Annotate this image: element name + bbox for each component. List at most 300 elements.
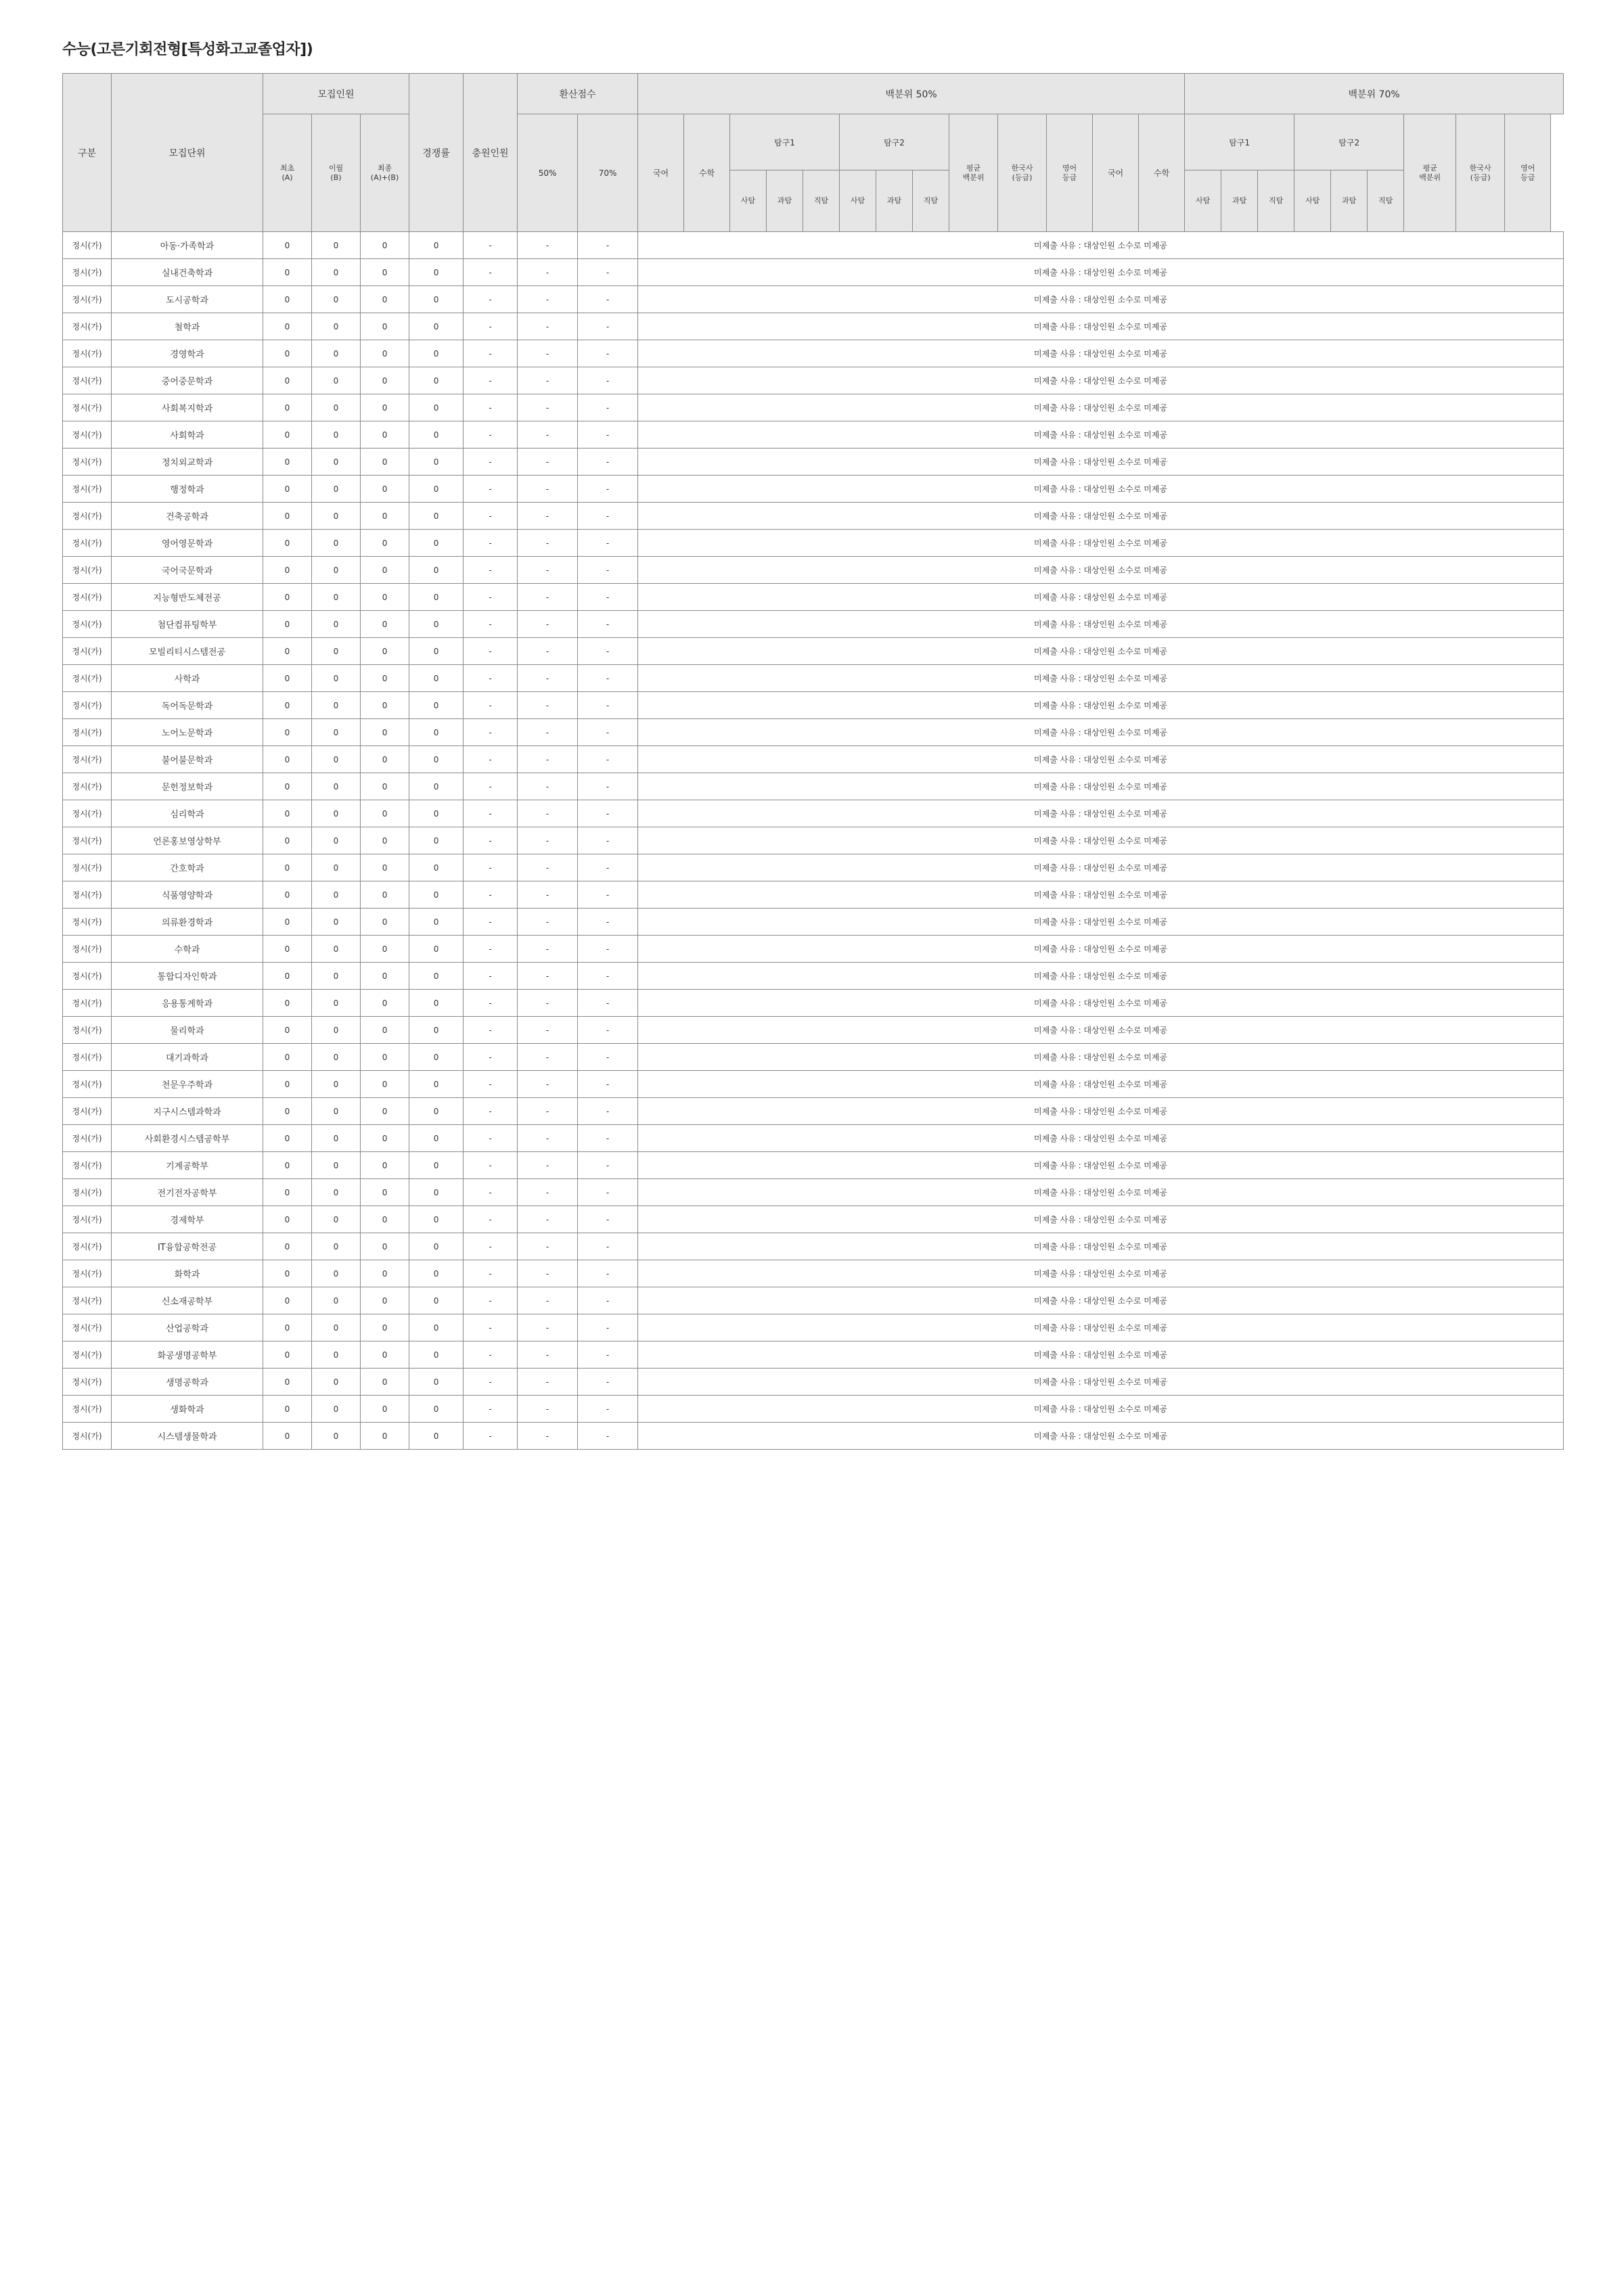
cell-conv50: -	[518, 1287, 578, 1314]
cell-competition: 0	[409, 313, 464, 340]
cell-competition: 0	[409, 232, 464, 259]
cell-conv70: -	[578, 909, 638, 936]
cell-carry: 0	[312, 638, 361, 665]
cell-initial: 0	[263, 503, 312, 530]
cell-conv50: -	[518, 963, 578, 990]
cell-competition: 0	[409, 692, 464, 719]
cell-competition: 0	[409, 476, 464, 503]
table-row	[63, 503, 1564, 530]
table-row	[63, 394, 1564, 421]
cell-unit: 경제학부	[112, 1206, 263, 1233]
cell-conv70: -	[578, 638, 638, 665]
cell-additional: -	[464, 449, 518, 476]
cell-group: 정시(가)	[63, 340, 112, 367]
cell-competition: 0	[409, 990, 464, 1017]
cell-group: 정시(가)	[63, 557, 112, 584]
cell-initial: 0	[263, 936, 312, 963]
cell-initial: 0	[263, 476, 312, 503]
cell-initial: 0	[263, 259, 312, 286]
cell-note: 미제출 사유 : 대상인원 소수로 미제공	[638, 854, 1564, 881]
cell-carry: 0	[312, 259, 361, 286]
admission-results-table	[62, 73, 1564, 1450]
cell-final: 0	[361, 1098, 409, 1125]
cell-carry: 0	[312, 719, 361, 746]
cell-unit: 실내건축학과	[112, 259, 263, 286]
cell-group: 정시(가)	[63, 1233, 112, 1260]
cell-carry: 0	[312, 1206, 361, 1233]
cell-additional: -	[464, 773, 518, 800]
cell-initial: 0	[263, 773, 312, 800]
cell-group: 정시(가)	[63, 367, 112, 394]
cell-group: 정시(가)	[63, 421, 112, 449]
cell-note: 미제출 사유 : 대상인원 소수로 미제공	[638, 1369, 1564, 1396]
table-row	[63, 719, 1564, 746]
cell-note: 미제출 사유 : 대상인원 소수로 미제공	[638, 1071, 1564, 1098]
cell-group: 정시(가)	[63, 773, 112, 800]
cell-conv50: -	[518, 286, 578, 313]
cell-final: 0	[361, 719, 409, 746]
header-science: 과탐	[1331, 170, 1368, 232]
cell-final: 0	[361, 1152, 409, 1179]
table-row	[63, 909, 1564, 936]
table-row	[63, 1423, 1564, 1450]
cell-initial: 0	[263, 340, 312, 367]
table-row	[63, 1233, 1564, 1260]
cell-additional: -	[464, 827, 518, 854]
cell-conv50: -	[518, 773, 578, 800]
cell-additional: -	[464, 1341, 518, 1369]
cell-unit: 전기전자공학부	[112, 1179, 263, 1206]
cell-competition: 0	[409, 1341, 464, 1369]
cell-conv50: -	[518, 367, 578, 394]
cell-note: 미제출 사유 : 대상인원 소수로 미제공	[638, 367, 1564, 394]
cell-unit: 경영학과	[112, 340, 263, 367]
cell-final: 0	[361, 232, 409, 259]
header-conv50: 50%	[518, 114, 578, 232]
cell-final: 0	[361, 827, 409, 854]
cell-conv50: -	[518, 421, 578, 449]
cell-note: 미제출 사유 : 대상인원 소수로 미제공	[638, 665, 1564, 692]
table-row	[63, 1260, 1564, 1287]
cell-carry: 0	[312, 1071, 361, 1098]
cell-note: 미제출 사유 : 대상인원 소수로 미제공	[638, 449, 1564, 476]
cell-conv70: -	[578, 1206, 638, 1233]
cell-competition: 0	[409, 1260, 464, 1287]
cell-unit: 산업공학과	[112, 1314, 263, 1341]
cell-group: 정시(가)	[63, 854, 112, 881]
cell-group: 정시(가)	[63, 286, 112, 313]
cell-additional: -	[464, 909, 518, 936]
cell-competition: 0	[409, 503, 464, 530]
cell-conv50: -	[518, 1017, 578, 1044]
cell-competition: 0	[409, 1071, 464, 1098]
cell-group: 정시(가)	[63, 1098, 112, 1125]
header-group: 구분	[63, 74, 112, 232]
cell-conv70: -	[578, 1125, 638, 1152]
cell-group: 정시(가)	[63, 800, 112, 827]
cell-unit: 의류환경학과	[112, 909, 263, 936]
cell-carry: 0	[312, 1260, 361, 1287]
cell-note: 미제출 사유 : 대상인원 소수로 미제공	[638, 340, 1564, 367]
header-recruit: 모집인원	[263, 74, 409, 114]
header-additional: 충원인원	[464, 74, 518, 232]
cell-carry: 0	[312, 963, 361, 990]
cell-note: 미제출 사유 : 대상인원 소수로 미제공	[638, 1152, 1564, 1179]
cell-competition: 0	[409, 800, 464, 827]
cell-unit: 독어독문학과	[112, 692, 263, 719]
cell-conv70: -	[578, 1396, 638, 1423]
table-row	[63, 530, 1564, 557]
header-avg-pct: 평균 백분위	[1404, 114, 1456, 232]
cell-additional: -	[464, 367, 518, 394]
cell-group: 정시(가)	[63, 530, 112, 557]
cell-initial: 0	[263, 1125, 312, 1152]
header-converted: 환산점수	[518, 74, 638, 114]
header-english: 영어 등급	[1505, 114, 1551, 232]
cell-additional: -	[464, 286, 518, 313]
cell-group: 정시(가)	[63, 665, 112, 692]
cell-conv50: -	[518, 1179, 578, 1206]
header-unit: 모집단위	[112, 74, 263, 232]
cell-final: 0	[361, 854, 409, 881]
header-science: 과탐	[767, 170, 803, 232]
cell-competition: 0	[409, 1423, 464, 1450]
header-korean: 국어	[1093, 114, 1139, 232]
table-row	[63, 1396, 1564, 1423]
cell-conv70: -	[578, 1369, 638, 1396]
cell-conv50: -	[518, 503, 578, 530]
cell-group: 정시(가)	[63, 719, 112, 746]
cell-final: 0	[361, 367, 409, 394]
cell-carry: 0	[312, 449, 361, 476]
cell-additional: -	[464, 692, 518, 719]
table-row	[63, 421, 1564, 449]
cell-initial: 0	[263, 1423, 312, 1450]
cell-initial: 0	[263, 665, 312, 692]
cell-note: 미제출 사유 : 대상인원 소수로 미제공	[638, 313, 1564, 340]
cell-unit: 수학과	[112, 936, 263, 963]
cell-carry: 0	[312, 340, 361, 367]
table-row	[63, 286, 1564, 313]
cell-additional: -	[464, 854, 518, 881]
cell-conv70: -	[578, 232, 638, 259]
cell-conv50: -	[518, 611, 578, 638]
cell-conv50: -	[518, 1044, 578, 1071]
cell-group: 정시(가)	[63, 1314, 112, 1341]
cell-carry: 0	[312, 1044, 361, 1071]
cell-additional: -	[464, 1287, 518, 1314]
cell-note: 미제출 사유 : 대상인원 소수로 미제공	[638, 1287, 1564, 1314]
cell-conv70: -	[578, 611, 638, 638]
table-body	[63, 232, 1564, 1450]
cell-conv70: -	[578, 1341, 638, 1369]
cell-initial: 0	[263, 719, 312, 746]
table-row	[63, 1071, 1564, 1098]
cell-note: 미제출 사유 : 대상인원 소수로 미제공	[638, 394, 1564, 421]
cell-competition: 0	[409, 827, 464, 854]
cell-final: 0	[361, 340, 409, 367]
cell-final: 0	[361, 773, 409, 800]
cell-initial: 0	[263, 367, 312, 394]
cell-conv70: -	[578, 746, 638, 773]
cell-final: 0	[361, 1206, 409, 1233]
cell-group: 정시(가)	[63, 1044, 112, 1071]
cell-final: 0	[361, 963, 409, 990]
cell-initial: 0	[263, 313, 312, 340]
cell-competition: 0	[409, 963, 464, 990]
cell-carry: 0	[312, 1287, 361, 1314]
cell-carry: 0	[312, 503, 361, 530]
cell-note: 미제출 사유 : 대상인원 소수로 미제공	[638, 584, 1564, 611]
cell-initial: 0	[263, 394, 312, 421]
cell-carry: 0	[312, 476, 361, 503]
cell-conv70: -	[578, 286, 638, 313]
cell-unit: 물리학과	[112, 1017, 263, 1044]
table-row	[63, 854, 1564, 881]
cell-additional: -	[464, 746, 518, 773]
cell-conv50: -	[518, 557, 578, 584]
cell-final: 0	[361, 503, 409, 530]
cell-note: 미제출 사유 : 대상인원 소수로 미제공	[638, 1260, 1564, 1287]
table-row	[63, 1314, 1564, 1341]
cell-conv50: -	[518, 1071, 578, 1098]
cell-carry: 0	[312, 692, 361, 719]
cell-note: 미제출 사유 : 대상인원 소수로 미제공	[638, 1206, 1564, 1233]
cell-additional: -	[464, 1396, 518, 1423]
cell-conv70: -	[578, 1233, 638, 1260]
header-math: 수학	[1139, 114, 1185, 232]
cell-note: 미제출 사유 : 대상인원 소수로 미제공	[638, 1044, 1564, 1071]
cell-group: 정시(가)	[63, 476, 112, 503]
cell-competition: 0	[409, 881, 464, 909]
table-header	[63, 74, 1564, 232]
cell-conv70: -	[578, 557, 638, 584]
table-row	[63, 1179, 1564, 1206]
cell-note: 미제출 사유 : 대상인원 소수로 미제공	[638, 746, 1564, 773]
cell-unit: 철학과	[112, 313, 263, 340]
cell-initial: 0	[263, 1369, 312, 1396]
cell-initial: 0	[263, 611, 312, 638]
cell-initial: 0	[263, 1152, 312, 1179]
cell-competition: 0	[409, 1125, 464, 1152]
cell-initial: 0	[263, 963, 312, 990]
cell-group: 정시(가)	[63, 611, 112, 638]
cell-note: 미제출 사유 : 대상인원 소수로 미제공	[638, 557, 1564, 584]
page-title: 수능(고른기회전형[특성화고교졸업자])	[62, 41, 313, 58]
cell-group: 정시(가)	[63, 449, 112, 476]
cell-unit: 화학과	[112, 1260, 263, 1287]
cell-carry: 0	[312, 665, 361, 692]
cell-conv50: -	[518, 1423, 578, 1450]
cell-conv70: -	[578, 476, 638, 503]
cell-unit: 지구시스템과학과	[112, 1098, 263, 1125]
cell-carry: 0	[312, 1017, 361, 1044]
cell-final: 0	[361, 313, 409, 340]
header-conv70: 70%	[578, 114, 638, 232]
cell-unit: 시스템생물학과	[112, 1423, 263, 1450]
cell-competition: 0	[409, 1152, 464, 1179]
cell-final: 0	[361, 1260, 409, 1287]
cell-carry: 0	[312, 1341, 361, 1369]
table-row	[63, 449, 1564, 476]
cell-conv70: -	[578, 800, 638, 827]
cell-initial: 0	[263, 1287, 312, 1314]
cell-competition: 0	[409, 1206, 464, 1233]
cell-note: 미제출 사유 : 대상인원 소수로 미제공	[638, 286, 1564, 313]
cell-unit: 도시공학과	[112, 286, 263, 313]
cell-unit: 첨단컴퓨팅학부	[112, 611, 263, 638]
cell-final: 0	[361, 746, 409, 773]
cell-additional: -	[464, 259, 518, 286]
cell-additional: -	[464, 1233, 518, 1260]
cell-conv70: -	[578, 340, 638, 367]
cell-unit: 영어영문학과	[112, 530, 263, 557]
cell-conv50: -	[518, 1098, 578, 1125]
cell-unit: 천문우주학과	[112, 1071, 263, 1098]
table-row	[63, 800, 1564, 827]
cell-final: 0	[361, 1179, 409, 1206]
cell-initial: 0	[263, 881, 312, 909]
cell-competition: 0	[409, 286, 464, 313]
cell-final: 0	[361, 1369, 409, 1396]
cell-group: 정시(가)	[63, 1287, 112, 1314]
cell-conv70: -	[578, 854, 638, 881]
cell-unit: IT융합공학전공	[112, 1233, 263, 1260]
table-row	[63, 1369, 1564, 1396]
cell-initial: 0	[263, 854, 312, 881]
cell-unit: 국어국문학과	[112, 557, 263, 584]
cell-final: 0	[361, 530, 409, 557]
cell-competition: 0	[409, 665, 464, 692]
header-social: 사탐	[1185, 170, 1221, 232]
cell-note: 미제출 사유 : 대상인원 소수로 미제공	[638, 259, 1564, 286]
cell-competition: 0	[409, 611, 464, 638]
table-row	[63, 1098, 1564, 1125]
cell-conv70: -	[578, 1017, 638, 1044]
cell-group: 정시(가)	[63, 232, 112, 259]
table-row	[63, 638, 1564, 665]
cell-final: 0	[361, 936, 409, 963]
cell-note: 미제출 사유 : 대상인원 소수로 미제공	[638, 773, 1564, 800]
header-math: 수학	[684, 114, 730, 232]
cell-final: 0	[361, 881, 409, 909]
cell-conv70: -	[578, 367, 638, 394]
cell-conv50: -	[518, 340, 578, 367]
cell-group: 정시(가)	[63, 1152, 112, 1179]
header-explore2: 탐구2	[1294, 114, 1404, 170]
cell-initial: 0	[263, 1396, 312, 1423]
cell-group: 정시(가)	[63, 503, 112, 530]
cell-group: 정시(가)	[63, 1206, 112, 1233]
cell-additional: -	[464, 1260, 518, 1287]
cell-final: 0	[361, 1314, 409, 1341]
table-row	[63, 990, 1564, 1017]
cell-final: 0	[361, 909, 409, 936]
cell-carry: 0	[312, 1152, 361, 1179]
cell-carry: 0	[312, 746, 361, 773]
cell-conv50: -	[518, 665, 578, 692]
cell-initial: 0	[263, 746, 312, 773]
cell-additional: -	[464, 1314, 518, 1341]
table-row	[63, 665, 1564, 692]
cell-initial: 0	[263, 1179, 312, 1206]
cell-competition: 0	[409, 259, 464, 286]
cell-final: 0	[361, 638, 409, 665]
cell-conv70: -	[578, 692, 638, 719]
table-row	[63, 584, 1564, 611]
cell-competition: 0	[409, 557, 464, 584]
cell-carry: 0	[312, 773, 361, 800]
table-row	[63, 340, 1564, 367]
cell-unit: 신소재공학부	[112, 1287, 263, 1314]
cell-initial: 0	[263, 449, 312, 476]
cell-initial: 0	[263, 800, 312, 827]
cell-note: 미제출 사유 : 대상인원 소수로 미제공	[638, 827, 1564, 854]
cell-competition: 0	[409, 1098, 464, 1125]
cell-group: 정시(가)	[63, 963, 112, 990]
cell-group: 정시(가)	[63, 1017, 112, 1044]
cell-additional: -	[464, 557, 518, 584]
table-row	[63, 367, 1564, 394]
table-row	[63, 936, 1564, 963]
cell-unit: 불어불문학과	[112, 746, 263, 773]
cell-note: 미제출 사유 : 대상인원 소수로 미제공	[638, 1396, 1564, 1423]
cell-final: 0	[361, 421, 409, 449]
cell-note: 미제출 사유 : 대상인원 소수로 미제공	[638, 1179, 1564, 1206]
cell-final: 0	[361, 800, 409, 827]
cell-competition: 0	[409, 584, 464, 611]
table-row	[63, 611, 1564, 638]
cell-carry: 0	[312, 1423, 361, 1450]
cell-final: 0	[361, 611, 409, 638]
cell-final: 0	[361, 1341, 409, 1369]
cell-additional: -	[464, 1152, 518, 1179]
cell-group: 정시(가)	[63, 1260, 112, 1287]
cell-carry: 0	[312, 530, 361, 557]
cell-final: 0	[361, 1423, 409, 1450]
cell-conv50: -	[518, 232, 578, 259]
cell-additional: -	[464, 530, 518, 557]
header-social: 사탐	[840, 170, 876, 232]
cell-initial: 0	[263, 827, 312, 854]
cell-unit: 생화학과	[112, 1396, 263, 1423]
cell-note: 미제출 사유 : 대상인원 소수로 미제공	[638, 503, 1564, 530]
table-row	[63, 1206, 1564, 1233]
cell-additional: -	[464, 1179, 518, 1206]
cell-unit: 문헌정보학과	[112, 773, 263, 800]
cell-carry: 0	[312, 1098, 361, 1125]
cell-additional: -	[464, 584, 518, 611]
cell-initial: 0	[263, 286, 312, 313]
table-row	[63, 692, 1564, 719]
cell-carry: 0	[312, 854, 361, 881]
cell-note: 미제출 사유 : 대상인원 소수로 미제공	[638, 692, 1564, 719]
cell-unit: 모빌리티시스템전공	[112, 638, 263, 665]
cell-conv70: -	[578, 1044, 638, 1071]
cell-conv70: -	[578, 1098, 638, 1125]
cell-conv70: -	[578, 665, 638, 692]
table-row	[63, 746, 1564, 773]
cell-final: 0	[361, 449, 409, 476]
cell-competition: 0	[409, 1314, 464, 1341]
table-row	[63, 773, 1564, 800]
cell-conv70: -	[578, 773, 638, 800]
cell-final: 0	[361, 394, 409, 421]
cell-additional: -	[464, 1044, 518, 1071]
cell-carry: 0	[312, 827, 361, 854]
cell-group: 정시(가)	[63, 1423, 112, 1450]
cell-note: 미제출 사유 : 대상인원 소수로 미제공	[638, 611, 1564, 638]
